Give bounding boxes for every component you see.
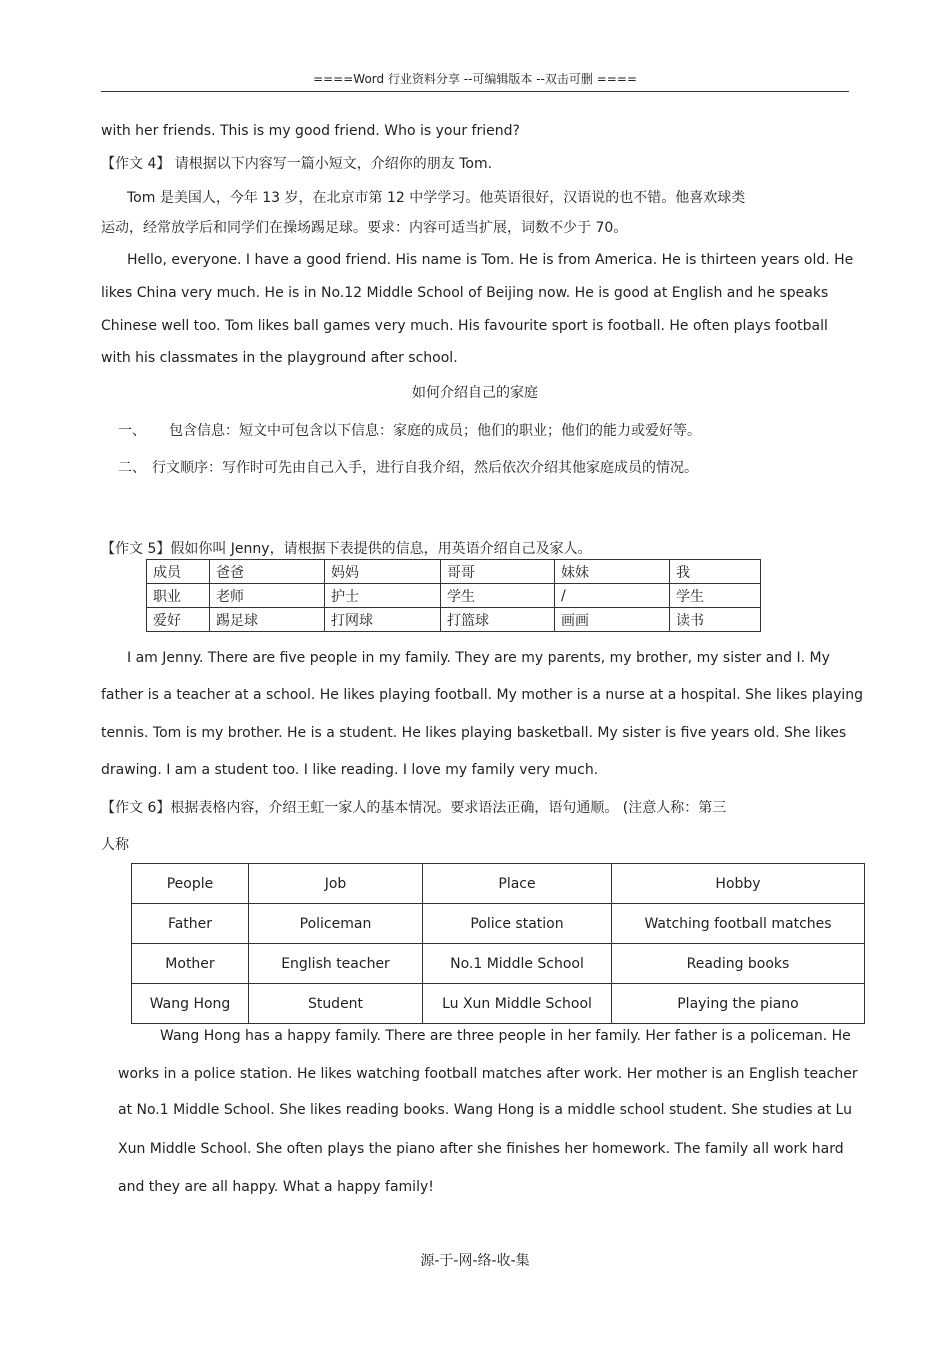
table-cell: 画画 (555, 608, 670, 632)
table-cell: 踢足球 (210, 608, 325, 632)
table-cell: Place (423, 864, 612, 904)
table-row (132, 864, 865, 904)
table-row (132, 944, 865, 984)
family-point-text: 行文顺序：写作时可先由自己入手，进行自我介绍，然后依次介绍其他家庭成员的情况。 (152, 460, 698, 476)
table-cell: 妹妹 (555, 560, 670, 584)
essay5-answer-line: tennis. Tom is my brother. He is a student. He likes playing basketball. My sister is five years old. She likes (101, 725, 847, 741)
table-cell: Policeman (249, 904, 423, 944)
table-cell: Job (249, 864, 423, 904)
table-cell: Reading books (612, 944, 865, 984)
essay6-title: 【作文 6】根据表格内容，介绍王虹一家人的基本情况。要求语法正确，语句通顺。 (注意人称：第三 (101, 800, 727, 816)
table-row (147, 584, 761, 608)
table-cell: / (555, 584, 670, 608)
table-cell: 爱好 (147, 608, 210, 632)
family-point-num: 二、 (118, 460, 146, 476)
table-cell: 学生 (670, 584, 761, 608)
table-cell: Wang Hong (132, 984, 249, 1024)
essay4-answer-line: likes China very much. He is in No.12 Middle School of Beijing now. He is good at English and he speaks (101, 285, 829, 301)
page-header: ====Word 行业资料分享 --可编辑版本 --双击可删 ==== (313, 72, 637, 86)
table-cell: 打篮球 (441, 608, 555, 632)
essay6-answer-line: and they are all happy. What a happy family! (118, 1179, 434, 1195)
essay6-title-cont: 人称 (101, 837, 129, 853)
table-cell: Playing the piano (612, 984, 865, 1024)
table-cell: Mother (132, 944, 249, 984)
table-cell: 打网球 (325, 608, 441, 632)
table-cell: 哥哥 (441, 560, 555, 584)
table-row (132, 904, 865, 944)
table-cell: 妈妈 (325, 560, 441, 584)
table-cell: 成员 (147, 560, 210, 584)
table-cell: English teacher (249, 944, 423, 984)
table-cell: 读书 (670, 608, 761, 632)
table-cell: 爸爸 (210, 560, 325, 584)
essay6-answer-line: Wang Hong has a happy family. There are three people in her family. Her father is a policeman. He (160, 1028, 851, 1044)
table-cell: Student (249, 984, 423, 1024)
table-cell: Hobby (612, 864, 865, 904)
family-section-title: 如何介绍自己的家庭 (412, 385, 538, 401)
table-row (132, 984, 865, 1024)
table-cell: No.1 Middle School (423, 944, 612, 984)
family-point-text: 包含信息：短文中可包含以下信息：家庭的成员；他们的职业；他们的能力或爱好等。 (169, 423, 701, 439)
table-cell: Father (132, 904, 249, 944)
essay6-answer-line: works in a police station. He likes watching football matches after work. Her mother is an English teacher (118, 1066, 858, 1082)
essay4-title: 【作文 4】 请根据以下内容写一篇小短文，介绍你的朋友 Tom. (101, 156, 493, 172)
table-cell: 我 (670, 560, 761, 584)
essay6-table (131, 863, 865, 1024)
header-rule (101, 91, 849, 92)
essay4-answer-line: Chinese well too. Tom likes ball games very much. His favourite sport is football. He often plays football (101, 318, 828, 334)
table-row (147, 560, 761, 584)
table-row (147, 608, 761, 632)
table-cell: Lu Xun Middle School (423, 984, 612, 1024)
table-cell: 职业 (147, 584, 210, 608)
table-cell: 护士 (325, 584, 441, 608)
essay4-prompt-line: Tom 是美国人，今年 13 岁，在北京市第 12 中学学习。他英语很好，汉语说的也不错。他喜欢球类 (127, 190, 746, 206)
essay5-answer-line: I am Jenny. There are five people in my family. They are my parents, my brother, my sister and I. My (127, 650, 830, 666)
essay5-answer-line: father is a teacher at a school. He likes playing football. My mother is a nurse at a hospital. She likes playing (101, 687, 864, 703)
essay5-table (146, 559, 761, 632)
table-cell: 学生 (441, 584, 555, 608)
family-point-num: 一、 (118, 423, 146, 439)
intro-line: with her friends. This is my good friend. Who is your friend? (101, 123, 520, 139)
essay5-answer-line: drawing. I am a student too. I like reading. I love my family very much. (101, 762, 599, 778)
table-cell: 老师 (210, 584, 325, 608)
essay4-answer-line: Hello, everyone. I have a good friend. His name is Tom. He is from America. He is thirteen years old. He (127, 252, 854, 268)
table-cell: Watching football matches (612, 904, 865, 944)
table-cell: People (132, 864, 249, 904)
essay6-answer-line: Xun Middle School. She often plays the piano after she finishes her homework. The family all work hard (118, 1141, 844, 1157)
essay6-answer-line: at No.1 Middle School. She likes reading books. Wang Hong is a middle school student. She studies at Lu (118, 1102, 852, 1118)
page-footer: 源-于-网-络-收-集 (420, 1253, 530, 1269)
essay4-answer-line: with his classmates in the playground after school. (101, 350, 458, 366)
essay4-prompt-line: 运动，经常放学后和同学们在操场踢足球。要求：内容可适当扩展，词数不少于 70。 (101, 220, 628, 236)
essay5-title: 【作文 5】假如你叫 Jenny，请根据下表提供的信息，用英语介绍自己及家人。 (101, 541, 592, 557)
table-cell: Police station (423, 904, 612, 944)
